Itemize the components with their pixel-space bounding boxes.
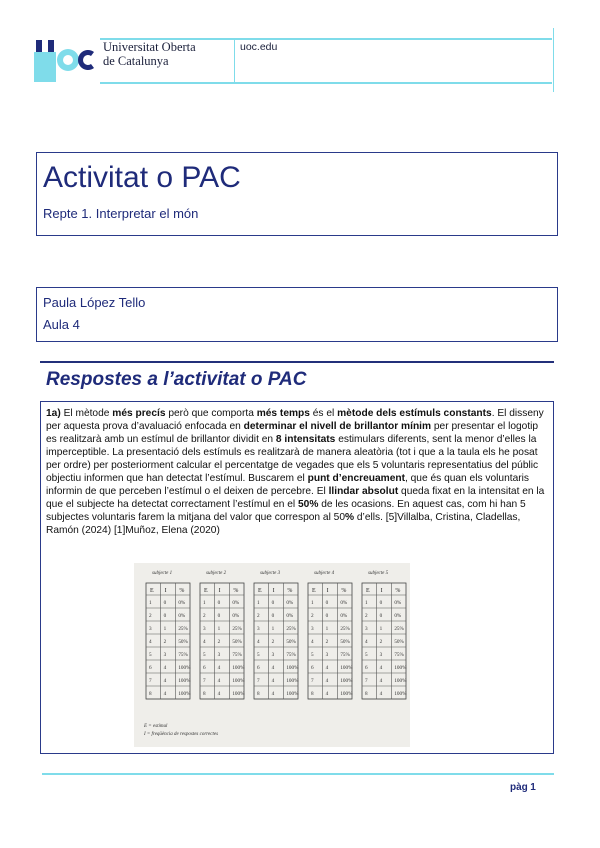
table-cell: 1 [149, 600, 152, 606]
institution-name [103, 40, 196, 68]
table-cell: 100% [340, 665, 353, 671]
table-cell: 1 [217, 626, 221, 632]
table-cell: 2 [163, 639, 167, 645]
table-cell: 100% [232, 665, 245, 671]
answer-text-segment: de les ocasions. En aquest cas, com hi han 5 subjectes voluntaris farem la mitjana del valor que correspon al 50 [46, 499, 526, 523]
answer-text-segment: per presentar el logotip es realitzarà amb un estímul de brillantor dividit en [46, 421, 539, 445]
table-cell: 4 [149, 639, 152, 645]
page-number-value: 1 [530, 782, 536, 793]
table-cell: 4 [217, 678, 221, 684]
table-cell: 1 [379, 626, 383, 632]
author-name: Paula López Tello [43, 295, 146, 310]
page-number [510, 782, 536, 793]
table-cell: 1 [311, 600, 314, 606]
table-cell: 0% [232, 613, 240, 619]
table-cell: 0% [178, 600, 186, 606]
subject-label: subjecte 5 [368, 571, 389, 576]
table-cell: 25% [286, 626, 296, 632]
answer-bold-segment: % [345, 512, 355, 523]
title-box [36, 152, 558, 236]
table-cell: 8 [311, 691, 314, 697]
answer-box [40, 401, 554, 754]
table-cell: 75% [286, 652, 296, 658]
table-cell: 3 [217, 652, 221, 658]
table-header-cell: E [312, 588, 316, 594]
table-cell: 0 [163, 613, 167, 619]
page-title: Activitat o PAC [43, 161, 241, 194]
table-cell: 5 [149, 652, 152, 658]
table-cell: 0% [286, 600, 294, 606]
table-cell: 50% [340, 639, 350, 645]
handwritten-tables-photo [134, 563, 410, 747]
table-cell: 0 [379, 613, 383, 619]
answer-bold-segment: més temps [256, 408, 310, 419]
table-cell: 3 [325, 652, 329, 658]
table-cell: 7 [311, 678, 314, 684]
table-header-cell: I [326, 588, 329, 594]
table-cell: 4 [325, 691, 329, 697]
table-cell: 4 [311, 639, 314, 645]
table-cell: 50% [178, 639, 188, 645]
table-cell: 4 [365, 639, 368, 645]
subject-label: subjecte 2 [206, 571, 227, 576]
answer-bold-segment: 50% [298, 499, 319, 510]
table-cell: 100% [178, 665, 191, 671]
table-cell: 4 [325, 678, 329, 684]
table-cell: 4 [163, 691, 167, 697]
table-cell: 8 [203, 691, 206, 697]
table-cell: 25% [178, 626, 188, 632]
header-rule-top [100, 38, 552, 40]
header-rule-bottom [100, 82, 552, 84]
header-rule-right [553, 28, 554, 92]
answer-bold-segment: llindar absolut [328, 486, 399, 497]
subject-label: subjecte 3 [260, 571, 281, 576]
answer-text-segment: , que és quan els voluntaris informin de que perceben l’estímul o el deixen de percebre. El [46, 473, 530, 497]
table-cell: 6 [257, 665, 260, 671]
table-cell: 50% [232, 639, 242, 645]
table-cell: 5 [365, 652, 368, 658]
table-cell: 2 [271, 639, 275, 645]
answer-text-segment: és el [309, 408, 338, 419]
table-cell: 2 [311, 613, 314, 619]
table-cell: 75% [178, 652, 188, 658]
table-cell: 75% [340, 652, 350, 658]
answer-bold-segment: determinar el nivell de brillantor mínim [243, 421, 432, 432]
answer-text-segment: d’ells. [5]Villalba, Cristina, Cladellas, Ramón (2024) [1]Muñoz, Elena (2020) [46, 512, 521, 536]
answer-text-segment: però que comporta [165, 408, 257, 419]
table-cell: 3 [365, 626, 368, 632]
footer-rule [42, 773, 554, 775]
table-cell: 4 [379, 678, 383, 684]
table-cell: 100% [340, 678, 353, 684]
table-cell: 2 [325, 639, 329, 645]
table-cell: 3 [257, 626, 260, 632]
section-title: Respostes a l’activitat o PAC [46, 369, 307, 390]
table-cell: 1 [325, 626, 329, 632]
table-cell: 1 [271, 626, 275, 632]
table-header-cell: I [380, 588, 383, 594]
header-rule-divider [234, 38, 235, 84]
table-cell: 25% [340, 626, 350, 632]
author-box [36, 287, 558, 342]
table-header-cell: I [272, 588, 275, 594]
table-cell: 0% [232, 600, 240, 606]
table-cell: 6 [149, 665, 152, 671]
table-cell: 0 [217, 600, 221, 606]
table-cell: 2 [203, 613, 206, 619]
question-label: 1a) [46, 408, 61, 419]
table-cell: 4 [203, 639, 206, 645]
table-cell: 0 [325, 600, 329, 606]
table-cell: 75% [232, 652, 242, 658]
table-cell: 3 [311, 626, 314, 632]
table-header-cell: E [204, 588, 208, 594]
table-header-cell: E [150, 588, 154, 594]
table-cell: 4 [379, 691, 383, 697]
table-cell: 0% [286, 613, 294, 619]
table-cell: 100% [178, 678, 191, 684]
table-cell: 100% [286, 665, 299, 671]
institution-line-1: Universitat Oberta [103, 40, 196, 54]
table-cell: 100% [394, 678, 407, 684]
table-cell: 5 [257, 652, 260, 658]
table-cell: 100% [394, 665, 407, 671]
table-cell: 8 [149, 691, 152, 697]
table-cell: 2 [149, 613, 152, 619]
table-cell: 6 [203, 665, 206, 671]
table-cell: 3 [203, 626, 206, 632]
table-cell: 8 [365, 691, 368, 697]
table-cell: 7 [149, 678, 152, 684]
table-cell: 8 [257, 691, 260, 697]
table-cell: 2 [217, 639, 221, 645]
table-cell: 0% [178, 613, 186, 619]
table-cell: 0 [163, 600, 167, 606]
table-cell: 7 [365, 678, 368, 684]
answer-paragraph [46, 407, 550, 537]
table-cell: 100% [178, 691, 191, 697]
table-cell: 100% [394, 691, 407, 697]
table-cell: 0% [340, 613, 348, 619]
table-header-cell: E [366, 588, 370, 594]
table-cell: 0 [271, 600, 275, 606]
photo-legend-line: I = freqüència de respostes correctes [144, 732, 219, 737]
table-cell: 1 [203, 600, 206, 606]
table-cell: 4 [217, 691, 221, 697]
table-cell: 0% [394, 600, 402, 606]
table-cell: 100% [232, 691, 245, 697]
table-cell: 1 [163, 626, 167, 632]
table-cell: 2 [257, 613, 260, 619]
table-cell: 0 [379, 600, 383, 606]
table-cell: 0 [325, 613, 329, 619]
photo-legend-line: E = estímul [144, 724, 168, 729]
table-header-cell: I [218, 588, 221, 594]
table-cell: 100% [286, 691, 299, 697]
institution-url[interactable]: uoc.edu [240, 41, 278, 53]
table-cell: 5 [203, 652, 206, 658]
table-cell: 4 [217, 665, 221, 671]
table-cell: 1 [257, 600, 260, 606]
table-cell: 50% [286, 639, 296, 645]
table-cell: 50% [394, 639, 404, 645]
uoc-logo [34, 38, 96, 82]
table-cell: 3 [163, 652, 167, 658]
answer-bold-segment: punt d’encreuament [307, 473, 405, 484]
table-cell: 7 [203, 678, 206, 684]
table-cell: 4 [271, 691, 275, 697]
subject-label: subjecte 4 [314, 571, 335, 576]
page-subtitle: Repte 1. Interpretar el món [43, 206, 199, 221]
table-cell: 4 [163, 665, 167, 671]
table-header-cell: % [287, 588, 293, 594]
table-cell: 0% [394, 613, 402, 619]
table-header-cell: E [258, 588, 262, 594]
table-cell: 3 [379, 652, 383, 658]
table-cell: 25% [394, 626, 404, 632]
table-header-cell: I [164, 588, 167, 594]
table-cell: 25% [232, 626, 242, 632]
table-cell: 7 [257, 678, 260, 684]
author-classroom: Aula 4 [43, 317, 80, 332]
page-label: pàg [510, 782, 528, 793]
table-header-cell: % [395, 588, 401, 594]
table-cell: 2 [365, 613, 368, 619]
table-cell: 4 [271, 665, 275, 671]
table-cell: 4 [325, 665, 329, 671]
table-cell: 6 [311, 665, 314, 671]
answer-bold-segment: mètode dels estímuls constants [337, 408, 492, 419]
answer-text-segment: queda fixat en la intensitat en la que el subjecte ha detectat correctament l’estímul en el [46, 486, 545, 510]
table-cell: 100% [340, 691, 353, 697]
section-rule [40, 361, 554, 363]
answer-text-segment: . El disseny per aquesta prova d’avaluació enfocada en [46, 408, 544, 432]
table-cell: 4 [379, 665, 383, 671]
table-cell: 2 [379, 639, 383, 645]
table-cell: 3 [271, 652, 275, 658]
table-cell: 6 [365, 665, 368, 671]
table-cell: 4 [163, 678, 167, 684]
table-header-cell: % [341, 588, 347, 594]
table-cell: 100% [232, 678, 245, 684]
table-cell: 75% [394, 652, 404, 658]
answer-text-segment: estimulars diferents, sent la menor d’elles la imperceptible. La presentació dels estímuls es realitzarà de manera aleatòria (tot i que a la taula els he posat per ordre) per posteriorment calcular el percentatge de vegades que els 5 voluntaris representatius del públic objectiu informen que han detectat l’estímul. Buscarem el [46, 434, 539, 484]
table-cell: 0 [217, 613, 221, 619]
table-cell: 4 [271, 678, 275, 684]
table-header-cell: % [233, 588, 239, 594]
table-cell: 100% [286, 678, 299, 684]
table-cell: 3 [149, 626, 152, 632]
table-header-cell: % [179, 588, 185, 594]
table-cell: 1 [365, 600, 368, 606]
subject-label: subjecte 1 [152, 571, 173, 576]
answer-bold-segment: 8 intensitats [275, 434, 336, 445]
table-cell: 5 [311, 652, 314, 658]
answer-bold-segment: més precís [112, 408, 166, 419]
table-cell: 4 [257, 639, 260, 645]
table-cell: 0% [340, 600, 348, 606]
institution-line-2: de Catalunya [103, 54, 169, 68]
answer-text-segment: El mètode [60, 408, 113, 419]
table-cell: 0 [271, 613, 275, 619]
